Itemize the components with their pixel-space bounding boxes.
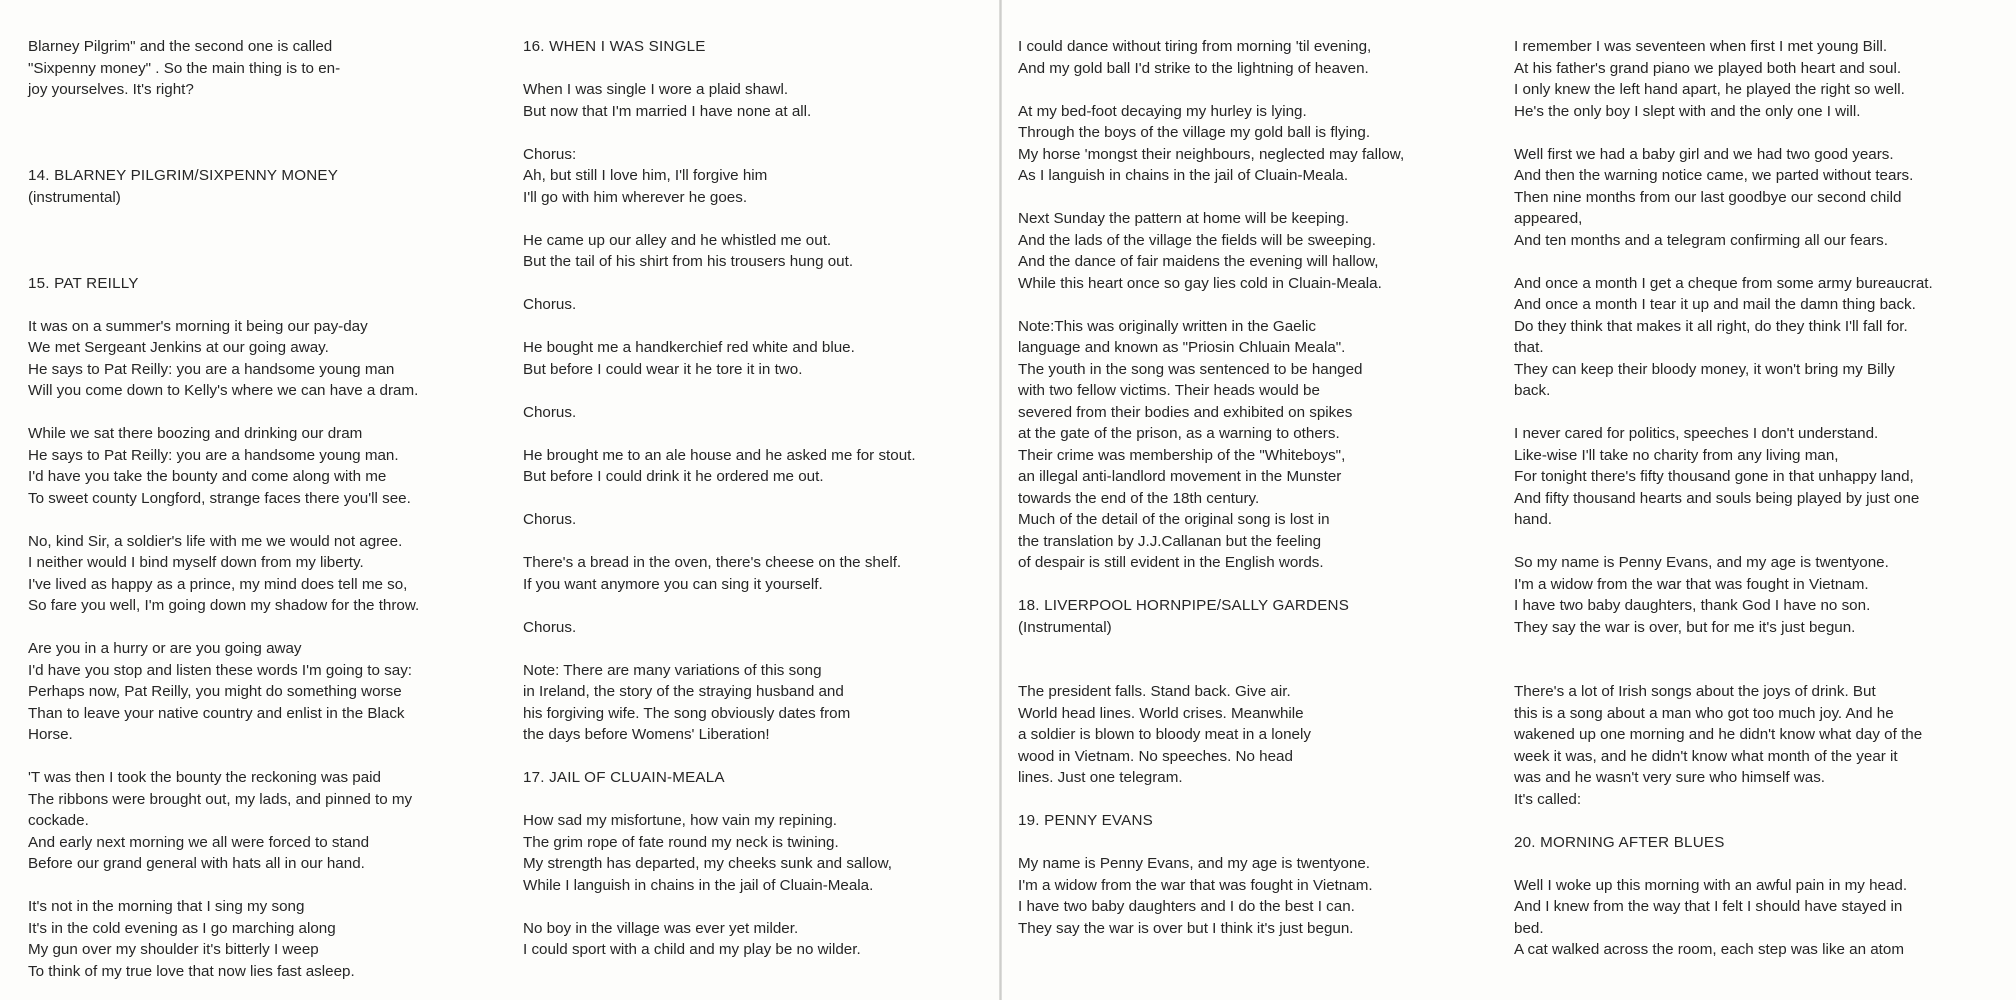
text-line: It's in the cold evening as I go marching along xyxy=(28,919,336,937)
text-line: Then nine months from our last goodbye our second child xyxy=(1514,188,1902,206)
text-line: He came up our alley and he whistled me out. xyxy=(523,231,832,249)
text-line: his forgiving wife. The song obviously dates from xyxy=(523,704,851,722)
text-line: with two fellow victims. Their heads would be xyxy=(1018,382,1320,399)
text-line: It was on a summer's morning it being our pay-day xyxy=(28,317,368,335)
spacer xyxy=(523,122,916,144)
text-line: that. xyxy=(1514,339,1544,356)
text-line: I remember I was seventeen when first I met young Bill. xyxy=(1514,38,1888,55)
spacer xyxy=(28,294,419,316)
text-line: I have two baby daughters, thank God I have no son. xyxy=(1514,597,1871,614)
text-line: While this heart once so gay lies cold in Cluain-Meala. xyxy=(1018,274,1382,292)
text-line: lines. Just one telegram. xyxy=(1018,769,1183,786)
text-line: So my name is Penny Evans, and my age is twentyone. xyxy=(1514,554,1889,571)
spacer xyxy=(28,509,419,531)
spacer xyxy=(28,101,419,123)
text-line: He brought me to an ale house and he asked me for stout. xyxy=(523,446,916,464)
text-line: Horse. xyxy=(28,726,73,743)
text-line: At my bed-foot decaying my hurley is lying. xyxy=(1018,102,1307,120)
spacer xyxy=(28,875,419,897)
spacer xyxy=(523,316,916,338)
text-line: "Sixpenny money" . So the main thing is to en- xyxy=(28,59,341,77)
text-line: As I languish in chains in the jail of Cluain-Meala. xyxy=(1018,167,1349,184)
text-line: And once a month I tear it up and mail the damn thing back. xyxy=(1514,296,1916,313)
text-line: Chorus. xyxy=(523,618,577,636)
spacer xyxy=(1514,531,1933,553)
text-line: bed. xyxy=(1514,919,1544,937)
text-line: The ribbons were brought out, my lads, and pinned to my xyxy=(28,790,413,808)
spacer xyxy=(1018,638,1404,660)
text-line: 'T was then I took the bounty the reckoning was paid xyxy=(28,769,381,786)
spacer xyxy=(523,208,916,230)
spacer xyxy=(1018,187,1404,209)
text-line: The youth in the song was sentenced to be hanged xyxy=(1018,360,1363,378)
text-line: a soldier is blown to bloody meat in a lonely xyxy=(1018,726,1311,743)
text-line: He says to Pat Reilly: you are a handsome young man xyxy=(28,360,395,378)
spacer xyxy=(523,595,916,617)
text-line: He says to Pat Reilly: you are a handsome young man. xyxy=(28,446,399,464)
text-line: of despair is still evident in the English words. xyxy=(1018,554,1324,571)
text-line: And fifty thousand hearts and souls being played by just one xyxy=(1514,489,1920,507)
spacer xyxy=(28,208,419,230)
text-line: Well first we had a baby girl and we had two good years. xyxy=(1514,145,1894,163)
text-line: the days before Womens' Liberation! xyxy=(523,726,770,743)
spacer xyxy=(523,380,916,402)
text-line: the translation by J.J.Callanan but the feeling xyxy=(1018,532,1322,550)
text-line: Through the boys of the village my gold ball is flying. xyxy=(1018,124,1371,141)
spacer xyxy=(28,251,419,273)
text-line: Much of the detail of the original song is lost in xyxy=(1018,511,1330,528)
spacer xyxy=(1514,853,1933,875)
text-line: Chorus: xyxy=(523,145,577,163)
text-line: Ah, but still I love him, I'll forgive him xyxy=(523,167,768,184)
text-line: No boy in the village was ever yet milder. xyxy=(523,919,799,937)
spacer xyxy=(523,273,916,295)
text-line: I'd have you take the bounty and come along with me xyxy=(28,468,387,485)
text-line: And I knew from the way that I felt I should have stayed in xyxy=(1514,898,1903,915)
section-heading: 20. MORNING AFTER BLUES xyxy=(1514,833,1725,851)
text-line: He's the only boy I slept with and the only one I will. xyxy=(1514,102,1861,120)
booklet-column-4 xyxy=(1514,36,1933,961)
text-line: Before our grand general with hats all in our hand. xyxy=(28,855,365,872)
booklet-column-3 xyxy=(1018,36,1404,939)
text-line: It's called: xyxy=(1514,790,1582,808)
text-line: I'm a widow from the war that was fought in Vietnam. xyxy=(1514,575,1869,593)
text-line: I have two baby daughters and I do the best I can. xyxy=(1018,898,1355,915)
text-line: To think of my true love that now lies fast asleep. xyxy=(28,962,355,980)
text-line: It's not in the morning that I sing my song xyxy=(28,898,305,915)
text-line: cockade. xyxy=(28,812,89,829)
booklet-column-2 xyxy=(523,36,916,961)
text-line: But before I could drink it he ordered me out. xyxy=(523,468,824,485)
section-heading: 18. LIVERPOOL HORNPIPE/SALLY GARDENS xyxy=(1018,597,1350,614)
text-line: But the tail of his shirt from his trousers hung out. xyxy=(523,253,854,270)
section-heading: 16. WHEN I WAS SINGLE xyxy=(523,38,706,55)
text-line: Blarney Pilgrim" and the second one is called xyxy=(28,38,333,55)
spacer xyxy=(1514,810,1933,832)
text-line: I've lived as happy as a prince, my mind does tell me so, xyxy=(28,575,408,593)
text-line: And the lads of the village the fields will be sweeping. xyxy=(1018,231,1376,249)
spacer xyxy=(28,230,419,252)
spacer xyxy=(28,144,419,166)
spacer xyxy=(28,122,419,144)
text-line: back. xyxy=(1514,382,1551,399)
spacer xyxy=(28,617,419,639)
text-line: While I languish in chains in the jail of Cluain-Meala. xyxy=(523,876,874,894)
text-line: While we sat there boozing and drinking our dram xyxy=(28,425,363,442)
text-line: They say the war is over, but for me it's just begun. xyxy=(1514,618,1856,636)
text-line: towards the end of the 18th century. xyxy=(1018,489,1260,507)
text-line: wood in Vietnam. No speeches. No head xyxy=(1018,747,1293,765)
spacer xyxy=(523,423,916,445)
page-fold xyxy=(999,0,1002,1000)
text-line: (Instrumental) xyxy=(1018,618,1112,636)
text-line: Are you in a hurry or are you going away xyxy=(28,640,302,657)
text-line: And the dance of fair maidens the evening will hallow, xyxy=(1018,253,1379,270)
text-line: And early next morning we all were forced to stand xyxy=(28,833,370,851)
text-line: At his father's grand piano we played both heart and soul. xyxy=(1514,59,1902,77)
text-line: in Ireland, the story of the straying husband and xyxy=(523,683,844,700)
text-line: Like-wise I'll take no charity from any living man, xyxy=(1514,446,1839,464)
spacer xyxy=(523,746,916,768)
text-line: Chorus. xyxy=(523,403,577,421)
text-line: Than to leave your native country and enlist in the Black xyxy=(28,704,405,722)
text-line: And then the warning notice came, we parted without tears. xyxy=(1514,167,1914,184)
spacer xyxy=(28,402,419,424)
spacer xyxy=(523,531,916,553)
text-line: Note: There are many variations of this song xyxy=(523,661,822,679)
text-line: There's a bread in the oven, there's cheese on the shelf. xyxy=(523,554,902,571)
text-line: The grim rope of fate round my neck is twining. xyxy=(523,833,839,851)
text-line: So fare you well, I'm going down my shadow for the throw. xyxy=(28,597,420,614)
booklet-column-1 xyxy=(28,36,419,982)
text-line: at the gate of the prison, as a warning to others. xyxy=(1018,425,1340,442)
text-line: wakened up one morning and he didn't know what day of the xyxy=(1514,726,1923,743)
text-line: And my gold ball I'd strike to the lightning of heaven. xyxy=(1018,59,1369,77)
text-line: I could sport with a child and my play be no wilder. xyxy=(523,941,861,958)
spacer xyxy=(1514,660,1933,682)
text-line: Perhaps now, Pat Reilly, you might do something worse xyxy=(28,683,402,700)
text-line: And once a month I get a cheque from some army bureaucrat. xyxy=(1514,274,1933,292)
section-heading: 14. BLARNEY PILGRIM/SIXPENNY MONEY xyxy=(28,167,339,184)
text-line: The president falls. Stand back. Give air. xyxy=(1018,683,1291,700)
spacer xyxy=(523,488,916,510)
spacer xyxy=(1514,638,1933,660)
text-line: There's a lot of Irish songs about the joys of drink. But xyxy=(1514,683,1876,700)
section-heading: 19. PENNY EVANS xyxy=(1018,812,1153,829)
text-line: Chorus. xyxy=(523,511,577,528)
text-line: I only knew the left hand apart, he played the right so well. xyxy=(1514,81,1905,98)
text-line: When I was single I wore a plaid shawl. xyxy=(523,81,789,98)
text-line: World head lines. World crises. Meanwhile xyxy=(1018,704,1304,722)
text-line: We met Sergeant Jenkins at our going away. xyxy=(28,339,329,356)
spacer xyxy=(1514,122,1933,144)
spacer xyxy=(1514,251,1933,273)
section-heading: 15. PAT REILLY xyxy=(28,274,139,292)
text-line: My name is Penny Evans, and my age is twentyone. xyxy=(1018,855,1371,872)
text-line: They can keep their bloody money, it won't bring my Billy xyxy=(1514,360,1895,378)
spacer xyxy=(1514,402,1933,424)
text-line: How sad my misfortune, how vain my repining. xyxy=(523,812,837,829)
text-line: Do they think that makes it all right, do they think I'll fall for. xyxy=(1514,317,1908,335)
text-line: appeared, xyxy=(1514,210,1583,227)
text-line: My horse 'mongst their neighbours, neglected may fallow, xyxy=(1018,145,1405,163)
section-heading: 17. JAIL OF CLUAIN-MEALA xyxy=(523,769,725,786)
spacer xyxy=(1018,294,1404,316)
spacer xyxy=(1018,832,1404,854)
spacer xyxy=(523,896,916,918)
text-line: Chorus. xyxy=(523,296,577,313)
text-line: hand. xyxy=(1514,511,1553,528)
text-line: To sweet county Longford, strange faces there you'll see. xyxy=(28,489,411,507)
text-line: My strength has departed, my cheeks sunk and sallow, xyxy=(523,855,892,872)
text-line: I never cared for politics, speeches I don't understand. xyxy=(1514,425,1879,442)
text-line: (instrumental) xyxy=(28,188,121,206)
text-line: Their crime was membership of the "Whiteboys", xyxy=(1018,446,1346,464)
spacer xyxy=(1018,574,1404,596)
text-line: If you want anymore you can sing it yourself. xyxy=(523,575,823,593)
text-line: But before I could wear it he tore it in two. xyxy=(523,360,803,378)
text-line: Will you come down to Kelly's where we can have a dram. xyxy=(28,382,419,399)
text-line: And ten months and a telegram confirming all our fears. xyxy=(1514,231,1888,249)
text-line: He bought me a handkerchief red white and blue. xyxy=(523,339,855,356)
spacer xyxy=(523,638,916,660)
spacer xyxy=(523,789,916,811)
spacer xyxy=(1018,789,1404,811)
text-line: I'd have you stop and listen these words I'm going to say: xyxy=(28,661,413,679)
spacer xyxy=(28,746,419,768)
text-line: Next Sunday the pattern at home will be keeping. xyxy=(1018,210,1349,227)
text-line: I could dance without tiring from morning 'til evening, xyxy=(1018,38,1372,55)
text-line: They say the war is over but I think it's just begun. xyxy=(1018,919,1354,937)
text-line: My gun over my shoulder it's bitterly I weep xyxy=(28,941,319,958)
spacer xyxy=(1018,79,1404,101)
text-line: an illegal anti-landlord movement in the Munster xyxy=(1018,468,1342,485)
text-line: I'm a widow from the war that was fought in Vietnam. xyxy=(1018,876,1373,894)
spacer xyxy=(523,58,916,80)
text-line: language and known as "Priosin Chluain Meala". xyxy=(1018,339,1346,356)
text-line: For tonight there's fifty thousand gone in that unhappy land, xyxy=(1514,468,1914,485)
text-line: Well I woke up this morning with an awful pain in my head. xyxy=(1514,876,1908,894)
text-line: week it was, and he didn't know what month of the year it xyxy=(1514,747,1898,765)
text-line: was and he wasn't very sure who himself was. xyxy=(1514,769,1826,786)
text-line: I neither would I bind myself down from my liberty. xyxy=(28,554,364,571)
text-line: A cat walked across the room, each step was like an atom xyxy=(1514,941,1905,958)
text-line: joy yourselves. It's right? xyxy=(28,81,194,98)
text-line: I'll go with him wherever he goes. xyxy=(523,188,748,206)
text-line: No, kind Sir, a soldier's life with me we would not agree. xyxy=(28,532,403,550)
text-line: But now that I'm married I have none at all. xyxy=(523,102,812,120)
text-line: Note:This was originally written in the Gaelic xyxy=(1018,317,1316,335)
text-line: this is a song about a man who got too much joy. And he xyxy=(1514,704,1894,722)
spacer xyxy=(1018,660,1404,682)
text-line: severed from their bodies and exhibited on spikes xyxy=(1018,403,1353,421)
